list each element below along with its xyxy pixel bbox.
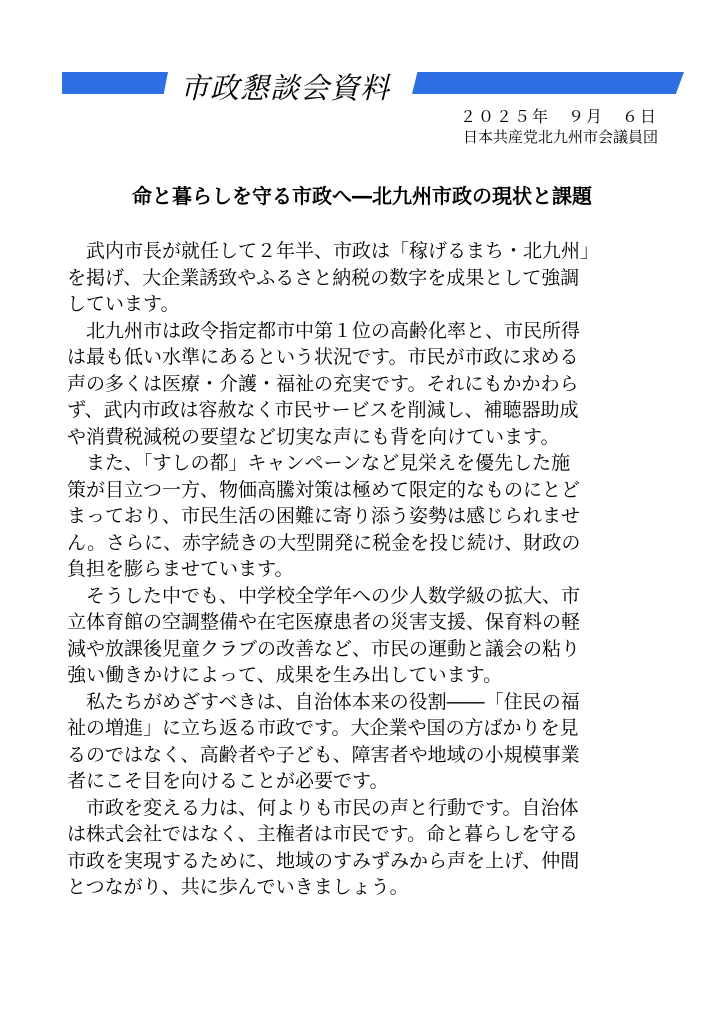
header-bar-left	[62, 72, 168, 94]
header-band	[0, 64, 724, 104]
body-line: 北九州市は政令指定都市中第１位の高齢化率と、市民所得	[67, 319, 581, 342]
body-line: るのではなく、高齢者や子ども、障害者や地域の小規模事業	[67, 743, 580, 766]
body-text	[67, 238, 659, 901]
body-line: また、「すしの都」キャンペーンなど見栄えを優先した施	[67, 452, 571, 474]
body-line: ん。さらに、赤字続きの大型開発に税金を投じ続け、財政の	[67, 531, 581, 554]
body-line: まっており、市民生活の困難に寄り添う姿勢は感じられませ	[67, 505, 581, 527]
body-line: 市政を実現するために、地域のすみずみから声を上げ、仲間	[67, 849, 580, 872]
body-line: 負担を膨らませています。	[67, 558, 294, 580]
body-line: 私たちがめざすべきは、自治体本来の役割――「住民の福	[67, 690, 580, 713]
body-line: は株式会社ではなく、主権者は市民です。命と暮らしを守る	[67, 823, 579, 845]
body-line: 祉の増進」に立ち返る市政です。大企業や国の方ばかりを見	[67, 717, 579, 739]
organization-name: 日本共産党北九州市会議員団	[462, 128, 658, 146]
body-line: 立体育館の空調整備や在宅医療患者の災害支援、保育料の軽	[67, 611, 581, 633]
body-line: 市政を変える力は、何よりも市民の声と行動です。自治体	[67, 796, 579, 819]
body-line: は最も低い水準にあるという状況です。市民が市政に求める	[67, 346, 579, 368]
body-line: や消費税減税の要望など切実な声にも背を向けています。	[67, 425, 560, 448]
body-line: 減や放課後児童クラブの改善など、市民の運動と議会の粘り	[67, 637, 581, 660]
body-line: 者にこそ目を向けることが必要です。	[67, 770, 389, 792]
body-line: とつながり、共に歩んでいきましょう。	[67, 876, 409, 898]
headline: 命と暮らしを守る市政へ―北九州市政の現状と課題	[132, 184, 592, 208]
body-line: しています。	[67, 293, 180, 315]
body-line: 策が目立つ一方、物価高騰対策は極めて限定的なものにとど	[67, 478, 581, 501]
body-line: 武内市長が就任して２年半、市政は「稼げるまち・北九州」	[67, 240, 600, 262]
body-line: そうした中でも、中学校全学年への少人数学級の拡大、市	[67, 584, 581, 607]
document-date: ２０２５年 ９月 ６日	[459, 107, 658, 126]
body-line: 強い働きかけによって、成果を生み出しています。	[67, 664, 503, 686]
header-bar-right	[412, 72, 684, 94]
body-line: ず、武内市政は容赦なく市民サービスを削減し、補聴器助成	[67, 399, 579, 421]
document-title: 市政懇談会資料	[180, 71, 391, 105]
body-line: 声の多くは医療・介護・福祉の充実です。それにもかかわら	[67, 372, 579, 395]
body-line: を掲げ、大企業誘致やふるさと納税の数字を成果として強調	[67, 266, 580, 289]
